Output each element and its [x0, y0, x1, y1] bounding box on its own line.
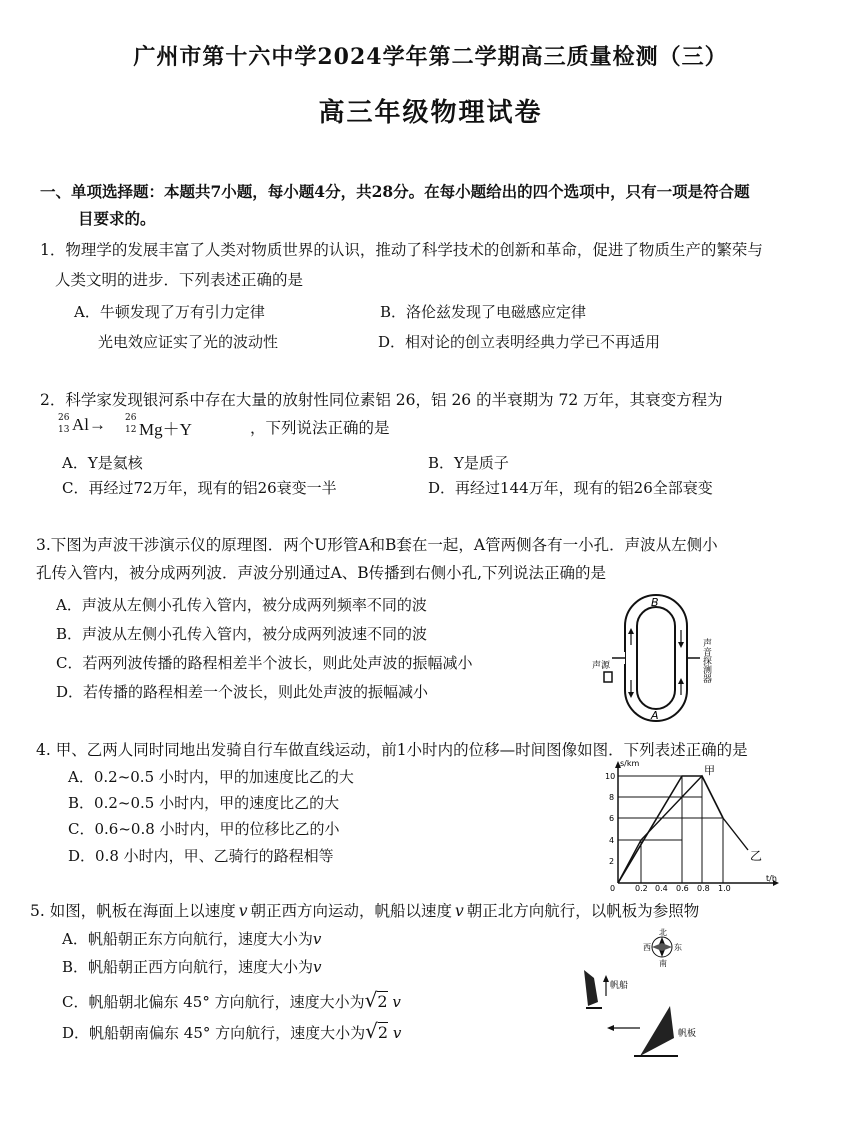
line-yi — [618, 776, 748, 883]
xtick-02: 0.2 — [635, 884, 648, 893]
label-windsurf-board: 帆板 — [678, 1029, 697, 1039]
board-arrow-head — [607, 1025, 614, 1031]
ytick-2: 2 — [609, 857, 615, 866]
velocity-symbol: v — [392, 993, 401, 1011]
exam-title: 广州市第十六中学2024学年第二学期高三质量检测（三） — [133, 44, 728, 70]
mg-atomic-number: 12 — [125, 425, 137, 435]
q5-stem-part1: 5. 如图，帆板在海面上以速度 — [30, 902, 236, 920]
sqrt-radicand: 2 — [377, 992, 388, 1011]
q2-option-b: B．Y是质子 — [428, 454, 509, 472]
compass-south: 南 — [659, 959, 667, 968]
q5-option-a-text: A．帆船朝正东方向航行，速度大小为 — [62, 930, 313, 948]
q5-option-d-text: D．帆船朝南偏东 45° 方向航行，速度大小为 — [62, 1024, 366, 1042]
xtick-06: 0.6 — [676, 884, 689, 893]
velocity-symbol: v — [313, 958, 322, 976]
q1-option-c: 光电效应证实了光的波动性 — [98, 333, 279, 351]
q4-option-a: A．0.2~0.5 小时内，甲的加速度比乙的大 — [68, 768, 354, 786]
speaker-icon — [604, 672, 612, 682]
ytick-4: 4 — [609, 836, 615, 845]
sail-figure — [570, 928, 720, 1068]
al-symbol: Al→ — [72, 415, 106, 434]
velocity-symbol: v — [238, 902, 248, 920]
tube-a-inner — [637, 607, 675, 709]
ytick-6: 6 — [609, 814, 615, 823]
al-mass-number: 26 — [58, 413, 70, 423]
compass-needle — [652, 943, 672, 951]
q1-option-d: D．相对论的创立表明经典力学已不再适用 — [378, 333, 661, 351]
arrow-head — [628, 692, 634, 698]
windsurf-board-icon — [640, 1006, 674, 1056]
displacement-time-graph — [598, 758, 788, 893]
q5-option-c-text: C．帆船朝北偏东 45° 方向航行，速度大小为 — [62, 993, 365, 1011]
sqrt-sign: √ — [364, 988, 378, 1012]
q4-option-c: C．0.6~0.8 小时内，甲的位移比乙的小 — [68, 820, 340, 838]
q5-option-d — [62, 1019, 401, 1043]
sound-interference-diagram — [590, 590, 720, 725]
label-b: B — [651, 596, 659, 609]
q5-stem-part3: 朝正北方向航行，以帆板为参照物 — [466, 902, 700, 920]
y-axis-label: s/km — [620, 759, 640, 768]
velocity-symbol: v — [312, 930, 322, 948]
q3-stem-cont: 孔传入管内，被分成两列波．声波分别通过A、B传播到右侧小孔,下列说法正确的是 — [36, 564, 607, 582]
q2-stem-tail: ，下列说法正确的是 — [250, 419, 390, 437]
mg-mass-number: 26 — [125, 413, 137, 423]
q3-option-a: A．声波从左侧小孔传入管内，被分成两列频率不同的波 — [56, 596, 427, 614]
sailboat-icon — [584, 970, 598, 1006]
q1-option-a: A．牛顿发现了万有引力定律 — [74, 303, 265, 321]
velocity-symbol: v — [455, 902, 464, 920]
xtick-10: 1.0 — [718, 884, 731, 893]
ytick-10: 10 — [605, 772, 616, 781]
arrow-head — [628, 628, 634, 634]
q1-stem: 1．物理学的发展丰富了人类对物质世界的认识，推动了科学技术的创新和革命，促进了物质生产的繁荣与 — [40, 241, 763, 259]
label-yi: 乙 — [750, 849, 763, 863]
al-atomic-number: 13 — [58, 425, 70, 435]
section-heading: 一、单项选择题：本题共7小题，每小题4分，共28分。在每小题给出的四个选项中，只有一项是符合题 — [40, 182, 750, 201]
q2-stem: 2．科学家发现银河系中存在大量的放射性同位素铝 26，铝 26 的半衰期为 72 万年，其衰变方程为 — [40, 391, 723, 409]
xtick-0: 0 — [610, 884, 616, 893]
label-a: A — [651, 709, 659, 722]
label-sailboat: 帆船 — [610, 981, 629, 991]
section-heading-cont: 目要求的。 — [78, 209, 156, 228]
x-axis-label: t/h — [766, 874, 777, 883]
sqrt-radicand: 2 — [377, 1023, 389, 1042]
mg-symbol: Mg＋Y — [139, 420, 192, 439]
xtick-04: 0.4 — [655, 884, 668, 893]
q2-option-c: C．再经过72万年，现有的铝26衰变一半 — [62, 479, 337, 497]
ytick-8: 8 — [609, 793, 615, 802]
label-detector: 声音探测器 — [701, 638, 711, 683]
velocity-symbol: v — [392, 1024, 402, 1042]
compass-east: 东 — [674, 943, 682, 952]
q2-option-a: A．Y是氦核 — [62, 454, 143, 472]
q5-option-b — [62, 956, 322, 977]
arrow-head — [678, 678, 684, 684]
q4-option-d: D．0.8 小时内，甲、乙骑行的路程相等 — [68, 847, 334, 865]
compass-north: 北 — [659, 928, 667, 937]
q3-option-c: C．若两列波传播的路程相差半个波长，则此处声波的振幅减小 — [56, 654, 473, 672]
q5-option-b-text: B．帆船朝正西方向航行，速度大小为 — [62, 958, 314, 976]
q3-stem: 3.下图为声波干涉演示仪的原理图．两个U形管A和B套在一起，A管两侧各有一小孔．声波从左侧小 — [36, 536, 718, 554]
arrow-head — [678, 642, 684, 648]
q2-option-d: D．再经过144万年，现有的铝26全部衰变 — [428, 479, 713, 497]
exam-subtitle: 高三年级物理试卷 — [318, 98, 543, 128]
label-sound-source: 声源 — [592, 661, 611, 671]
sqrt-sign: √ — [365, 1019, 378, 1043]
q5-option-a — [62, 928, 321, 949]
q5-stem — [30, 899, 699, 921]
boat-arrow-head — [603, 975, 609, 982]
q3-option-d: D．若传播的路程相差一个波长，则此处声波的振幅减小 — [56, 683, 429, 701]
tube-b-outer — [625, 595, 687, 721]
compass-west: 西 — [643, 943, 651, 952]
q5-option-c — [62, 988, 401, 1012]
q1-option-b: B．洛伦兹发现了电磁感应定律 — [380, 303, 587, 321]
xtick-08: 0.8 — [697, 884, 710, 893]
q5-stem-part2: 朝正西方向运动，帆船以速度 — [250, 902, 452, 920]
q1-stem-cont: 人类文明的进步．下列表述正确的是 — [55, 271, 304, 289]
q4-stem: 4. 甲、乙两人同时同地出发骑自行车做直线运动，前1小时内的位移—时间图像如图．下列表述正确的是 — [36, 741, 748, 759]
q4-option-b: B．0.2~0.5 小时内，甲的速度比乙的大 — [68, 794, 340, 812]
q3-option-b: B．声波从左侧小孔传入管内，被分成两列波速不同的波 — [56, 625, 428, 643]
line-jia — [618, 776, 723, 883]
label-jia: 甲 — [704, 764, 715, 777]
